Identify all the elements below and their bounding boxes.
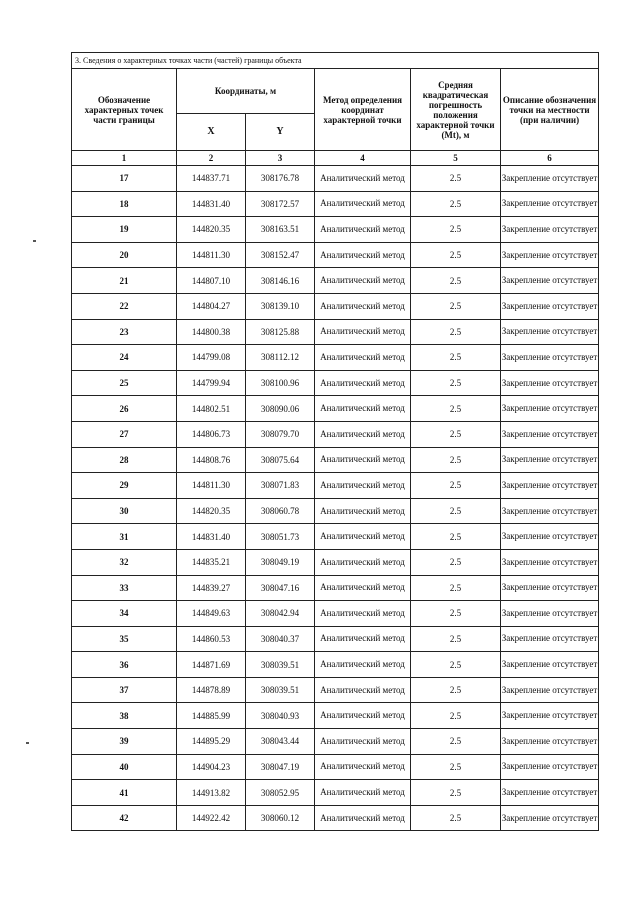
accuracy-cell: 2.5 — [411, 293, 501, 319]
header-y: Y — [246, 114, 315, 151]
x-coordinate-cell: 144802.51 — [177, 396, 246, 422]
x-coordinate-cell: 144806.73 — [177, 421, 246, 447]
scan-speck — [26, 742, 29, 744]
table-row — [72, 421, 599, 447]
table-row — [72, 805, 599, 831]
y-coordinate-cell: 308163.51 — [246, 217, 315, 243]
point-number-cell: 40 — [72, 754, 177, 780]
method-cell: Аналитический метод — [315, 549, 411, 575]
x-coordinate-cell: 144811.30 — [177, 473, 246, 499]
accuracy-cell: 2.5 — [411, 345, 501, 371]
method-cell: Аналитический метод — [315, 293, 411, 319]
y-coordinate-cell: 308125.88 — [246, 319, 315, 345]
description-cell: Закрепление отсутствует — [501, 396, 599, 422]
method-cell: Аналитический метод — [315, 498, 411, 524]
description-cell: Закрепление отсутствует — [501, 754, 599, 780]
point-number-cell: 38 — [72, 703, 177, 729]
x-coordinate-cell: 144831.40 — [177, 191, 246, 217]
point-number-cell: 25 — [72, 370, 177, 396]
accuracy-cell: 2.5 — [411, 652, 501, 678]
table-row — [72, 319, 599, 345]
header-coordinates: Координаты, м — [177, 69, 315, 114]
y-coordinate-cell: 308060.78 — [246, 498, 315, 524]
description-cell: Закрепление отсутствует — [501, 729, 599, 755]
x-coordinate-cell: 144839.27 — [177, 575, 246, 601]
y-coordinate-cell: 308100.96 — [246, 370, 315, 396]
point-number-cell: 34 — [72, 601, 177, 627]
accuracy-cell: 2.5 — [411, 370, 501, 396]
x-coordinate-cell: 144799.94 — [177, 370, 246, 396]
boundary-points-sheet — [71, 52, 598, 831]
table-row — [72, 549, 599, 575]
y-coordinate-cell: 308152.47 — [246, 242, 315, 268]
y-coordinate-cell: 308071.83 — [246, 473, 315, 499]
method-cell: Аналитический метод — [315, 729, 411, 755]
x-coordinate-cell: 144835.21 — [177, 549, 246, 575]
table-row — [72, 217, 599, 243]
y-coordinate-cell: 308075.64 — [246, 447, 315, 473]
x-coordinate-cell: 144800.38 — [177, 319, 246, 345]
table-row — [72, 396, 599, 422]
table-row — [72, 293, 599, 319]
column-number: 4 — [315, 151, 411, 166]
y-coordinate-cell: 308139.10 — [246, 293, 315, 319]
description-cell: Закрепление отсутствует — [501, 242, 599, 268]
table-row — [72, 652, 599, 678]
table-row — [72, 370, 599, 396]
y-coordinate-cell: 308079.70 — [246, 421, 315, 447]
x-coordinate-cell: 144860.53 — [177, 626, 246, 652]
method-cell: Аналитический метод — [315, 370, 411, 396]
y-coordinate-cell: 308052.95 — [246, 780, 315, 806]
accuracy-cell: 2.5 — [411, 421, 501, 447]
x-coordinate-cell: 144878.89 — [177, 677, 246, 703]
description-cell: Закрепление отсутствует — [501, 447, 599, 473]
section-caption: 3. Сведения о характерных точках части (частей) границы объекта — [72, 53, 599, 69]
point-number-cell: 20 — [72, 242, 177, 268]
table-row — [72, 242, 599, 268]
accuracy-cell: 2.5 — [411, 166, 501, 192]
method-cell: Аналитический метод — [315, 575, 411, 601]
y-coordinate-cell: 308040.93 — [246, 703, 315, 729]
point-number-cell: 27 — [72, 421, 177, 447]
column-number: 6 — [501, 151, 599, 166]
x-coordinate-cell: 144811.30 — [177, 242, 246, 268]
y-coordinate-cell: 308060.12 — [246, 805, 315, 831]
accuracy-cell: 2.5 — [411, 242, 501, 268]
x-coordinate-cell: 144831.40 — [177, 524, 246, 550]
method-cell: Аналитический метод — [315, 805, 411, 831]
boundary-points-table — [71, 52, 599, 831]
point-number-cell: 22 — [72, 293, 177, 319]
point-number-cell: 41 — [72, 780, 177, 806]
accuracy-cell: 2.5 — [411, 703, 501, 729]
point-number-cell: 24 — [72, 345, 177, 371]
y-coordinate-cell: 308112.12 — [246, 345, 315, 371]
method-cell: Аналитический метод — [315, 345, 411, 371]
description-cell: Закрепление отсутствует — [501, 652, 599, 678]
method-cell: Аналитический метод — [315, 677, 411, 703]
y-coordinate-cell: 308047.16 — [246, 575, 315, 601]
y-coordinate-cell: 308040.37 — [246, 626, 315, 652]
x-coordinate-cell: 144871.69 — [177, 652, 246, 678]
table-row — [72, 447, 599, 473]
point-number-cell: 35 — [72, 626, 177, 652]
column-number: 1 — [72, 151, 177, 166]
y-coordinate-cell: 308042.94 — [246, 601, 315, 627]
header-x: X — [177, 114, 246, 151]
x-coordinate-cell: 144895.29 — [177, 729, 246, 755]
method-cell: Аналитический метод — [315, 217, 411, 243]
y-coordinate-cell: 308039.51 — [246, 677, 315, 703]
table-row — [72, 166, 599, 192]
method-cell: Аналитический метод — [315, 191, 411, 217]
accuracy-cell: 2.5 — [411, 729, 501, 755]
x-coordinate-cell: 144849.63 — [177, 601, 246, 627]
description-cell: Закрепление отсутствует — [501, 345, 599, 371]
description-cell: Закрепление отсутствует — [501, 421, 599, 447]
description-cell: Закрепление отсутствует — [501, 166, 599, 192]
method-cell: Аналитический метод — [315, 601, 411, 627]
accuracy-cell: 2.5 — [411, 626, 501, 652]
x-coordinate-cell: 144820.35 — [177, 498, 246, 524]
point-number-cell: 30 — [72, 498, 177, 524]
table-row — [72, 498, 599, 524]
accuracy-cell: 2.5 — [411, 268, 501, 294]
point-number-cell: 18 — [72, 191, 177, 217]
y-coordinate-cell: 308090.06 — [246, 396, 315, 422]
x-coordinate-cell: 144885.99 — [177, 703, 246, 729]
table-row — [72, 473, 599, 499]
description-cell: Закрепление отсутствует — [501, 703, 599, 729]
table-row — [72, 677, 599, 703]
accuracy-cell: 2.5 — [411, 575, 501, 601]
column-number: 2 — [177, 151, 246, 166]
x-coordinate-cell: 144837.71 — [177, 166, 246, 192]
scan-speck — [33, 240, 36, 242]
point-number-cell: 37 — [72, 677, 177, 703]
description-cell: Закрепление отсутствует — [501, 626, 599, 652]
accuracy-cell: 2.5 — [411, 549, 501, 575]
table-row — [72, 191, 599, 217]
table-row — [72, 268, 599, 294]
accuracy-cell: 2.5 — [411, 754, 501, 780]
table-body — [72, 166, 599, 831]
description-cell: Закрепление отсутствует — [501, 370, 599, 396]
method-cell: Аналитический метод — [315, 242, 411, 268]
table-row — [72, 575, 599, 601]
method-cell: Аналитический метод — [315, 447, 411, 473]
accuracy-cell: 2.5 — [411, 396, 501, 422]
table-row — [72, 729, 599, 755]
method-cell: Аналитический метод — [315, 780, 411, 806]
accuracy-cell: 2.5 — [411, 319, 501, 345]
description-cell: Закрепление отсутствует — [501, 805, 599, 831]
point-number-cell: 31 — [72, 524, 177, 550]
method-cell: Аналитический метод — [315, 652, 411, 678]
accuracy-cell: 2.5 — [411, 473, 501, 499]
column-number: 3 — [246, 151, 315, 166]
column-number: 5 — [411, 151, 501, 166]
description-cell: Закрепление отсутствует — [501, 601, 599, 627]
accuracy-cell: 2.5 — [411, 447, 501, 473]
table-row — [72, 601, 599, 627]
accuracy-cell: 2.5 — [411, 805, 501, 831]
header-accuracy: Средняя квадратическая погрешность положения характерной точки (Mt), м — [411, 69, 501, 151]
method-cell: Аналитический метод — [315, 473, 411, 499]
description-cell: Закрепление отсутствует — [501, 575, 599, 601]
accuracy-cell: 2.5 — [411, 191, 501, 217]
point-number-cell: 21 — [72, 268, 177, 294]
x-coordinate-cell: 144904.23 — [177, 754, 246, 780]
table-row — [72, 626, 599, 652]
header-point-designation: Обозначение характерных точек части границы — [72, 69, 177, 151]
header-description: Описание обозначения точки на местности (при наличии) — [501, 69, 599, 151]
x-coordinate-cell: 144799.08 — [177, 345, 246, 371]
x-coordinate-cell: 144808.76 — [177, 447, 246, 473]
y-coordinate-cell: 308047.19 — [246, 754, 315, 780]
method-cell: Аналитический метод — [315, 703, 411, 729]
description-cell: Закрепление отсутствует — [501, 780, 599, 806]
accuracy-cell: 2.5 — [411, 498, 501, 524]
point-number-cell: 19 — [72, 217, 177, 243]
y-coordinate-cell: 308043.44 — [246, 729, 315, 755]
point-number-cell: 39 — [72, 729, 177, 755]
description-cell: Закрепление отсутствует — [501, 498, 599, 524]
description-cell: Закрепление отсутствует — [501, 677, 599, 703]
table-row — [72, 524, 599, 550]
accuracy-cell: 2.5 — [411, 677, 501, 703]
accuracy-cell: 2.5 — [411, 217, 501, 243]
description-cell: Закрепление отсутствует — [501, 524, 599, 550]
x-coordinate-cell: 144807.10 — [177, 268, 246, 294]
method-cell: Аналитический метод — [315, 319, 411, 345]
y-coordinate-cell: 308049.19 — [246, 549, 315, 575]
y-coordinate-cell: 308176.78 — [246, 166, 315, 192]
point-number-cell: 26 — [72, 396, 177, 422]
y-coordinate-cell: 308172.57 — [246, 191, 315, 217]
description-cell: Закрепление отсутствует — [501, 319, 599, 345]
point-number-cell: 17 — [72, 166, 177, 192]
method-cell: Аналитический метод — [315, 268, 411, 294]
method-cell: Аналитический метод — [315, 524, 411, 550]
table-row — [72, 703, 599, 729]
method-cell: Аналитический метод — [315, 396, 411, 422]
description-cell: Закрепление отсутствует — [501, 549, 599, 575]
point-number-cell: 36 — [72, 652, 177, 678]
x-coordinate-cell: 144922.42 — [177, 805, 246, 831]
header-method: Метод определения координат характерной точки — [315, 69, 411, 151]
table-row — [72, 754, 599, 780]
method-cell: Аналитический метод — [315, 626, 411, 652]
point-number-cell: 32 — [72, 549, 177, 575]
accuracy-cell: 2.5 — [411, 601, 501, 627]
table-row — [72, 780, 599, 806]
method-cell: Аналитический метод — [315, 421, 411, 447]
y-coordinate-cell: 308146.16 — [246, 268, 315, 294]
description-cell: Закрепление отсутствует — [501, 268, 599, 294]
description-cell: Закрепление отсутствует — [501, 473, 599, 499]
x-coordinate-cell: 144913.82 — [177, 780, 246, 806]
point-number-cell: 29 — [72, 473, 177, 499]
point-number-cell: 28 — [72, 447, 177, 473]
x-coordinate-cell: 144804.27 — [177, 293, 246, 319]
accuracy-cell: 2.5 — [411, 524, 501, 550]
description-cell: Закрепление отсутствует — [501, 217, 599, 243]
accuracy-cell: 2.5 — [411, 780, 501, 806]
point-number-cell: 42 — [72, 805, 177, 831]
x-coordinate-cell: 144820.35 — [177, 217, 246, 243]
point-number-cell: 33 — [72, 575, 177, 601]
y-coordinate-cell: 308039.51 — [246, 652, 315, 678]
method-cell: Аналитический метод — [315, 754, 411, 780]
method-cell: Аналитический метод — [315, 166, 411, 192]
y-coordinate-cell: 308051.73 — [246, 524, 315, 550]
point-number-cell: 23 — [72, 319, 177, 345]
table-row — [72, 345, 599, 371]
description-cell: Закрепление отсутствует — [501, 191, 599, 217]
description-cell: Закрепление отсутствует — [501, 293, 599, 319]
